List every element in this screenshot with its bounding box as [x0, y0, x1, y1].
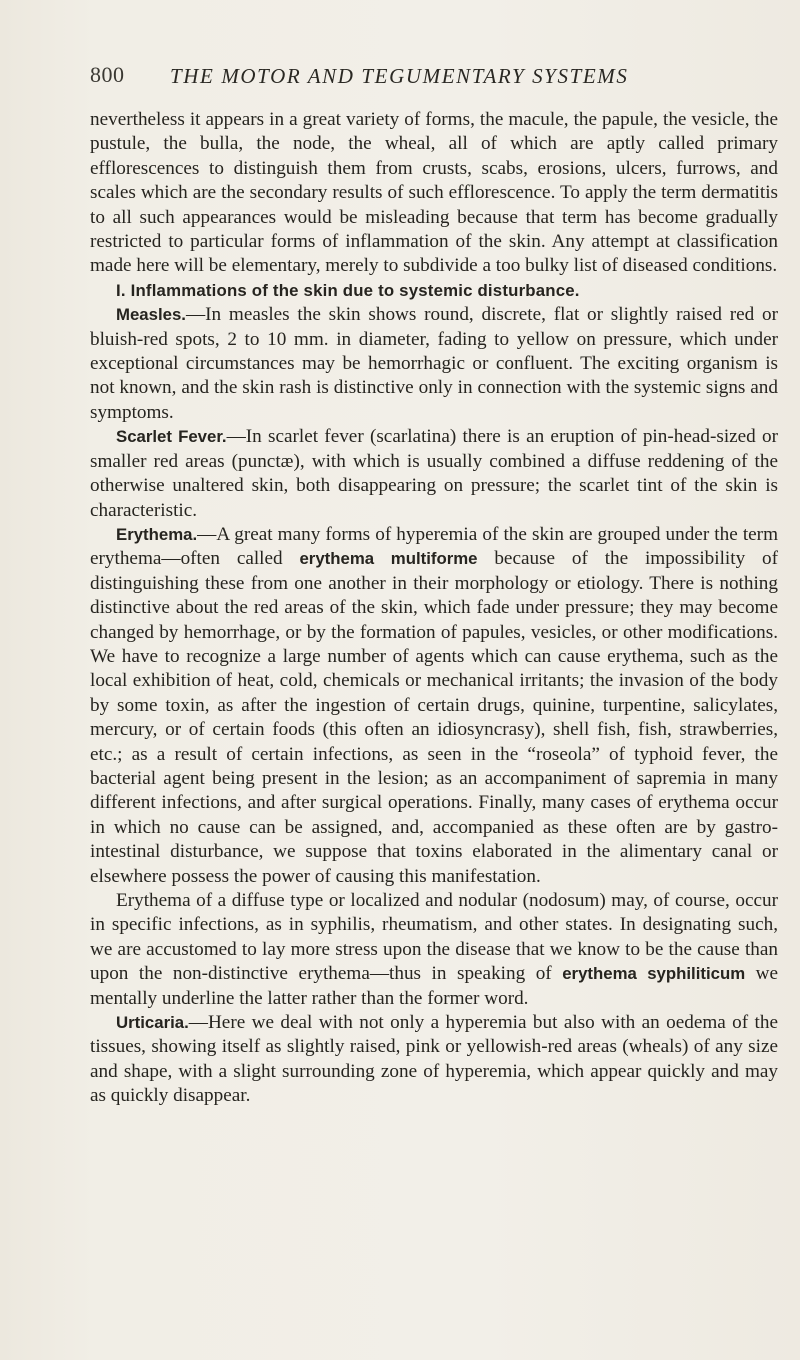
- running-title: THE MOTOR AND TEGUMENTARY SYSTEMS: [170, 64, 629, 88]
- erythema-specific-text-b: we mentally underline the latter rather than the former word.: [90, 963, 779, 1009]
- paragraph-erythema: [90, 523, 778, 889]
- measles-heading: Measles.: [116, 305, 186, 325]
- erythema-heading: Erythema.: [116, 524, 198, 544]
- section-heading: I. Inflammations of the skin due to systemic disturbance.: [116, 280, 580, 300]
- measles-text: —In measles the skin shows round, discrete, flat or slightly raised red or bluish-red spots, 2 to 10 mm. in diameter, fading to yellow on pressure, which under exceptional circumstances may be hemorrhagic or confluent. The exciting organism is not known, and the skin rash is distinctive only in connection with the systemic signs and symptoms.: [90, 304, 778, 423]
- erythema-multiforme-term: erythema multiforme: [299, 549, 478, 569]
- paragraph-erythema-specific: [90, 889, 778, 1011]
- page-number: 800: [90, 62, 125, 87]
- scarlet-fever-heading: Scarlet Fever.: [116, 427, 227, 447]
- erythema-specific-text-a: Erythema of a diffuse type or localized and nodular (nodosum) may, of course, occur in specific infections, as in syphilis, rheumatism, and other states. In designating such, we are accustomed to lay more stress upon the disease that we know to be the cause than upon the non-distinctive erythema—thus in speaking of: [90, 890, 778, 985]
- running-header: [90, 62, 780, 92]
- paragraph-urticaria: [90, 1011, 778, 1109]
- paragraph-measles: [90, 303, 778, 425]
- urticaria-heading: Urticaria.: [116, 1013, 189, 1033]
- erythema-syphiliticum-term: erythema syphiliticum: [562, 964, 746, 984]
- body-text: [90, 108, 778, 1109]
- erythema-text-a: —A great many forms of hyperemia of the skin are grouped under the term erythema—often called: [90, 523, 778, 570]
- paragraph-scarlet-fever: [90, 425, 778, 523]
- scarlet-fever-text: —In scarlet fever (scarlatina) there is an eruption of pin-head-sized or smaller red areas (punctæ), with which is usually combined a diffuse reddening of the otherwise unaltered skin, both disappearing on pressure; the scarlet tint of the skin is characteristic.: [90, 426, 778, 521]
- urticaria-text: —Here we deal with not only a hyperemia but also with an oedema of the tissues, showing itself as slightly raised, pink or yellowish-red areas (wheals) of any size and shape, with a slight surrounding zone of hyperemia, which appear quickly and may as quickly disappear.: [90, 1012, 778, 1107]
- paragraph-intro-continuation: nevertheless it appears in a great variety of forms, the macule, the papule, the vesicle, the pustule, the bulla, the node, the wheal, all of which are aptly called primary efflorescences to distinguish them from crusts, scabs, erosions, ulcers, furrows, and scales which are the secondary results of such efflorescence. To apply the term dermatitis to all such appearances would be misleading because that term has become gradually restricted to particular forms of inflammation of the skin. Any attempt at classification made here will be elementary, merely to subdivide a too bulky list of diseased conditions.: [90, 109, 778, 277]
- erythema-text-b: because of the impossibility of distinguishing these from one another in their morphology or etiology. There is nothing distinctive about the red areas of the skin, which fade under pressure; they may become changed by hemorrhage, or by the formation of papules, vesicles, or other modifications. We have to recognize a large number of agents which can cause erythema, such as the local exhibition of heat, cold, chemicals or mechanical irritants; the invasion of the body by some toxin, as after the ingestion of certain drugs, quinine, turpentine, salicylates, mercury, or of certain foods (this often an idiosyncrasy), shell fish, fish, strawberries, etc.; as a result of certain infections, as seen in the “roseola” of typhoid fever, the bacterial agent being present in the lesion; as an accompaniment of sapremia in many different infections, and after surgical operations. Finally, many cases of erythema occur in which no cause can be assigned, and, accompanied as these often are by gastro-intestinal disturbance, we suppose that toxins elaborated in the alimentary canal or elsewhere possess the power of causing this manifestation.: [90, 548, 778, 887]
